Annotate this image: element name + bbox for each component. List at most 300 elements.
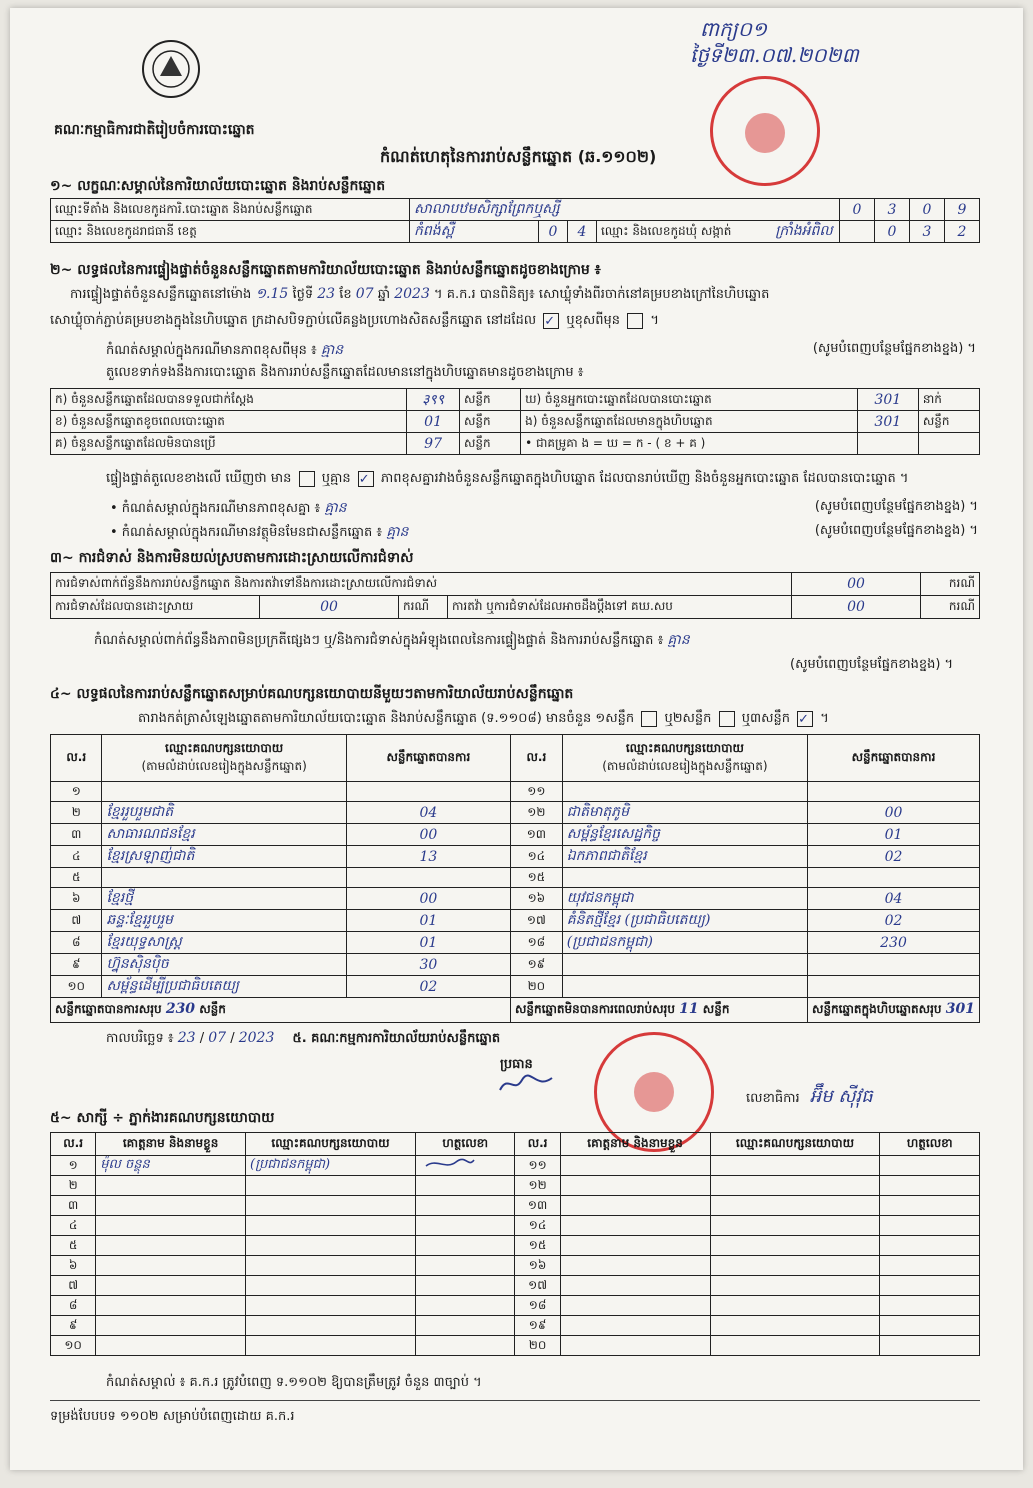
province-code-1: 0 bbox=[539, 221, 568, 243]
w-left-no-cell: ២ bbox=[51, 1176, 96, 1196]
table-row bbox=[51, 802, 980, 824]
line3-value: គ្មាន bbox=[320, 342, 344, 358]
w-left-sign-cell bbox=[415, 1276, 515, 1296]
w-right-party-cell bbox=[710, 1276, 880, 1296]
note2-label: • កំណត់សម្គាល់ក្នុងករណីមានវត្ថុមិនមែនជាសន្លឹកឆ្នោត ៖ bbox=[110, 525, 383, 540]
three-sheets-checkbox[interactable]: ✓ bbox=[797, 711, 813, 727]
table-row bbox=[51, 932, 980, 954]
left-votes-cell bbox=[346, 868, 510, 888]
w-left-sign-cell bbox=[415, 1336, 515, 1356]
table-row bbox=[51, 954, 980, 976]
w-left-no-cell: ៨ bbox=[51, 1296, 96, 1316]
w-right-no-cell: ១២ bbox=[515, 1176, 560, 1196]
right-no-cell: ១៧ bbox=[510, 910, 562, 932]
w-left-party-cell bbox=[246, 1236, 416, 1256]
right-name-cell bbox=[562, 976, 807, 998]
secretary-line bbox=[746, 1084, 873, 1111]
authority-name: គណៈកម្មាធិការជាតិរៀបចំការបោះឆ្នោត bbox=[54, 122, 255, 138]
figure-left-label: ក) ចំនួនសន្លឹកឆ្នោតដែលបានទទួលជាក់ស្តែង bbox=[51, 389, 407, 411]
w-left-sign-cell bbox=[415, 1296, 515, 1316]
w-right-party-cell bbox=[710, 1256, 880, 1276]
line1-a: ការផ្ទៀងផ្ទាត់ចំនួនសន្លឹកឆ្នោតនៅម៉ោង bbox=[70, 287, 252, 302]
verification-line bbox=[70, 284, 769, 305]
objection-label: ការជំទាស់ពាក់ព័ន្ធនឹងការរាប់សន្លឹកឆ្នោត និងការតវ៉ាទៅនឹងការដោះស្រាយលើការជំទាស់ bbox=[51, 573, 792, 596]
left-name-cell: សាធារណជនខ្មែរ bbox=[102, 824, 346, 846]
w-right-no-cell: ១៦ bbox=[515, 1256, 560, 1276]
figure-left-unit: សន្លឹក bbox=[460, 389, 521, 411]
right-name-cell: ឯកភាពជាតិខ្មែរ bbox=[562, 846, 807, 868]
irregularity-note bbox=[94, 630, 690, 651]
table-row bbox=[51, 846, 980, 868]
left-votes-cell bbox=[346, 782, 510, 802]
site-label: ឈ្មោះទីតាំង និងលេខកូដការិ.បោះឆ្នោត និងរាប់សន្លឹកឆ្នោត bbox=[51, 199, 410, 221]
comparison-line bbox=[106, 470, 908, 489]
w-right-sign-cell bbox=[880, 1256, 980, 1276]
objection-value: 00 bbox=[792, 573, 921, 596]
w-left-sign-cell bbox=[415, 1216, 515, 1236]
note2-line bbox=[110, 522, 978, 543]
appeal-label: ការតវ៉ា ឬការជំទាស់ដែលអាចដឹងប្តឹងទៅ គឃ.សប bbox=[448, 596, 792, 619]
table-row bbox=[51, 1296, 980, 1316]
commune-code-1: 0 bbox=[875, 221, 910, 243]
w-left-party-cell bbox=[246, 1176, 416, 1196]
figure-left-value: 01 bbox=[407, 411, 460, 433]
w-left-no-cell: ៧ bbox=[51, 1276, 96, 1296]
w-right-party-cell bbox=[710, 1176, 880, 1196]
total-valid-cell bbox=[51, 998, 511, 1023]
table-row bbox=[51, 1236, 980, 1256]
w-right-name-cell bbox=[560, 1176, 710, 1196]
w-right-party-cell bbox=[710, 1296, 880, 1316]
commune-code-blank bbox=[840, 221, 875, 243]
resolved-label: ការជំទាស់ដែលបានដោះស្រាយ bbox=[51, 596, 260, 619]
table-row bbox=[51, 1216, 980, 1236]
figure-right-unit: នាក់ bbox=[918, 389, 979, 411]
site-code-4: 9 bbox=[945, 199, 980, 221]
w-right-no-cell: ១១ bbox=[515, 1156, 560, 1176]
w-col-no-left: ល.រ bbox=[51, 1133, 96, 1156]
date-label: កាលបរិច្ឆេទ ៖ bbox=[106, 1031, 174, 1046]
two-sheets-checkbox[interactable] bbox=[719, 711, 735, 727]
one-sheet-checkbox[interactable] bbox=[641, 711, 657, 727]
resolved-value: 00 bbox=[260, 596, 399, 619]
stamp-bottom-center-icon bbox=[634, 1072, 674, 1112]
line2: សោឃ្លុំចាក់ភ្ជាប់គម្របខាងក្នុងនៃហិបឆ្នោត ក្រដាសបិទភ្ជាប់លើគន្លងប្រហោងសិតសន្លឹកឆ្នោត នៅដដែល bbox=[50, 313, 537, 328]
note1-label: • កំណត់សម្គាល់ក្នុងករណីមានភាពខុសគ្នា ៖ bbox=[110, 501, 321, 516]
right-name-cell bbox=[562, 868, 807, 888]
col-party-right-title: ឈ្មោះគណបក្សនយោបាយ bbox=[625, 741, 744, 755]
left-name-cell: ខ្មែររួបរួមជាតិ bbox=[102, 802, 346, 824]
w-left-name-cell bbox=[96, 1196, 246, 1216]
w-right-party-cell bbox=[710, 1336, 880, 1356]
tally-subtitle: តារាងកត់ត្រាសំឡេងឆ្នោតតាមការិយាល័យបោះឆ្នោត និងរាប់សន្លឹកឆ្នោត (ទ.១១០៨) មានចំនួន ១សន្លឹក bbox=[138, 711, 635, 726]
right-votes-cell bbox=[808, 782, 980, 802]
figure-right-unit bbox=[918, 433, 979, 455]
refer-note-1: (សូមបំពេញបន្ថែមផ្នែកខាងខ្នង) ។ bbox=[812, 341, 976, 356]
w-right-no-cell: ២០ bbox=[515, 1336, 560, 1356]
right-no-cell: ១១ bbox=[510, 782, 562, 802]
w-left-name-cell bbox=[96, 1216, 246, 1236]
commune-value: ក្រាំងអំពិល bbox=[775, 223, 833, 239]
date-year: 2023 bbox=[238, 1030, 275, 1046]
left-votes-cell: 30 bbox=[346, 954, 510, 976]
left-name-cell: សម្ព័ន្ធដើម្បីប្រជាធិបតេយ្យ bbox=[102, 976, 346, 998]
w-right-no-cell: ១៨ bbox=[515, 1296, 560, 1316]
right-votes-cell: 04 bbox=[808, 888, 980, 910]
total-box-label: សន្លឹកឆ្នោតក្នុងហិបឆ្នោតសរុប bbox=[812, 1002, 942, 1016]
w-left-no-cell: ៦ bbox=[51, 1256, 96, 1276]
w-col-sign-right: ហត្ថលេខា bbox=[880, 1133, 980, 1156]
table-row bbox=[51, 782, 980, 802]
verification-time: ១.15 bbox=[255, 286, 289, 302]
seal-line: សោឃ្លុំចាក់ភ្ជាប់គម្របខាងក្នុងនៃហិបឆ្នោត ក្រដាសបិទភ្ជាប់លើគន្លងប្រហោងសិតសន្លឹកឆ្នោត នៅដដែល ✓ ឬខុសពីមុន ។ bbox=[50, 313, 659, 329]
verification-day: 23 bbox=[317, 286, 336, 302]
w-left-no-cell: ៩ bbox=[51, 1316, 96, 1336]
comp-b: ឬគ្មាន bbox=[321, 471, 351, 486]
line3-label: កំណត់សម្គាល់ក្នុងករណីមានភាពខុសពីមុន ៖ bbox=[106, 343, 317, 358]
total-box-cell bbox=[808, 998, 980, 1023]
figure-left-value: 97 bbox=[407, 433, 460, 455]
w-right-sign-cell bbox=[880, 1216, 980, 1236]
right-name-cell bbox=[562, 782, 807, 802]
refer-note-4: (សូមបំពេញបន្ថែមផ្នែកខាងខ្នង) ។ bbox=[790, 657, 954, 672]
w-left-no-cell: ៥ bbox=[51, 1236, 96, 1256]
irregularity-value: គ្មាន bbox=[667, 632, 690, 648]
total-invalid-label: សន្លឹកឆ្នោតមិនបានការពេលរាប់សរុប bbox=[514, 1002, 675, 1016]
opt2-label: ឬ២សន្លឹក bbox=[664, 711, 712, 726]
w-right-party-cell bbox=[710, 1316, 880, 1336]
col-party-left-sub: (តាមលំដាប់លេខរៀងក្នុងសន្លឹកឆ្នោត) bbox=[141, 759, 307, 773]
chair-signature-icon bbox=[496, 1072, 556, 1096]
w-left-party-cell bbox=[246, 1196, 416, 1216]
unchanged-checkbox[interactable]: ✓ bbox=[543, 313, 559, 329]
w-left-name-cell bbox=[96, 1316, 246, 1336]
col-votes-left: សន្លឹកឆ្នោតបានការ bbox=[346, 735, 510, 782]
w-left-party-cell bbox=[246, 1316, 416, 1336]
receipt-date: ថ្ងៃទី២៣.០៧.២០២៣ bbox=[690, 43, 859, 67]
table-row bbox=[51, 976, 980, 998]
w-right-name-cell bbox=[560, 1276, 710, 1296]
left-name-cell bbox=[102, 782, 346, 802]
right-no-cell: ១៦ bbox=[510, 888, 562, 910]
col-party-left bbox=[102, 735, 346, 782]
figures-intro: តួលេខទាក់ទងនឹងការបោះឆ្នោត និងការរាប់សន្លឹកឆ្នោតដែលមាននៅក្នុងហិបឆ្នោតមានដូចខាងក្រោម ៖ bbox=[106, 365, 584, 380]
left-votes-cell: 01 bbox=[346, 910, 510, 932]
col-no-left: ល.រ bbox=[51, 735, 102, 782]
right-name-cell: ជាតិមាតុភូមិ bbox=[562, 802, 807, 824]
w-right-sign-cell bbox=[880, 1176, 980, 1196]
footer-form-id: ទម្រង់បែបបទ ១១០២ សម្រាប់បំពេញដោយ គ.ក.រ bbox=[50, 1409, 295, 1424]
left-name-cell: ខ្មែរស្រឡាញ់ជាតិ bbox=[102, 846, 346, 868]
left-name-cell: ហ្វ៊ុនស៊ិនប៉ិច bbox=[102, 954, 346, 976]
col-party-right bbox=[562, 735, 807, 782]
table-row bbox=[51, 1256, 980, 1276]
left-votes-cell: 04 bbox=[346, 802, 510, 824]
w-right-party-cell bbox=[710, 1216, 880, 1236]
section1-table bbox=[50, 198, 980, 243]
table-row bbox=[51, 1196, 980, 1216]
right-votes-cell bbox=[808, 976, 980, 998]
figure-row bbox=[51, 411, 980, 433]
w-left-party-cell bbox=[246, 1216, 416, 1236]
resolved-unit: ករណី bbox=[399, 596, 448, 619]
w-left-party-cell bbox=[246, 1276, 416, 1296]
secretary-label: លេខាធិការ bbox=[746, 1091, 800, 1106]
right-name-cell: គំនិតថ្មីខ្មែរ (ប្រជាធិបតេយ្យ) bbox=[562, 910, 807, 932]
w-right-no-cell: ១៣ bbox=[515, 1196, 560, 1216]
w-left-sign-cell bbox=[415, 1316, 515, 1336]
total-box-value: 301 bbox=[945, 1001, 975, 1017]
w-col-party-right: ឈ្មោះគណបក្សនយោបាយ bbox=[710, 1133, 880, 1156]
left-no-cell: ៨ bbox=[51, 932, 102, 954]
w-left-name-cell bbox=[96, 1276, 246, 1296]
figure-left-label: គ) ចំនួនសន្លឹកឆ្នោតដែលមិនបានប្រើ bbox=[51, 433, 407, 455]
commune-code-2: 3 bbox=[910, 221, 945, 243]
w-col-name-right: គោត្តនាម និងនាមខ្លួន bbox=[560, 1133, 710, 1156]
w-left-party-cell bbox=[246, 1296, 416, 1316]
w-left-party-cell bbox=[246, 1256, 416, 1276]
w-col-name-left: គោត្តនាម និងនាមខ្លួន bbox=[96, 1133, 246, 1156]
w-right-sign-cell bbox=[880, 1156, 980, 1176]
opt3-label: ឬ៣សន្លឹក bbox=[741, 711, 790, 726]
left-name-cell: ឆន្ទៈខ្មែររួបរួម bbox=[102, 910, 346, 932]
right-votes-cell: 02 bbox=[808, 846, 980, 868]
note2-value: គ្មាន bbox=[386, 524, 409, 540]
verification-month: 07 bbox=[355, 286, 374, 302]
w-right-party-cell bbox=[710, 1156, 880, 1176]
w-left-no-cell: ៤ bbox=[51, 1216, 96, 1236]
w-right-sign-cell bbox=[880, 1296, 980, 1316]
right-no-cell: ១៣ bbox=[510, 824, 562, 846]
w-right-party-cell bbox=[710, 1196, 880, 1216]
left-votes-cell: 13 bbox=[346, 846, 510, 868]
left-no-cell: ៣ bbox=[51, 824, 102, 846]
w-right-sign-cell bbox=[880, 1196, 980, 1216]
w-left-no-cell: ១០ bbox=[51, 1336, 96, 1356]
form-title: កំណត់ហេតុនៃការរាប់សន្លឹកឆ្នោត (ឆ.១១០២) bbox=[380, 147, 657, 166]
w-right-name-cell bbox=[560, 1336, 710, 1356]
site-code-1: 0 bbox=[840, 199, 875, 221]
figure-left-value: ३९९ bbox=[407, 389, 460, 411]
right-name-cell: (ប្រជាជនកម្ពុជា) bbox=[562, 932, 807, 954]
total-invalid-unit: សន្លឹក bbox=[702, 1002, 730, 1016]
right-no-cell: ២០ bbox=[510, 976, 562, 998]
objection-unit: ករណី bbox=[921, 573, 980, 596]
site-value: សាលាបឋមសិក្សាព្រែកឬស្សី bbox=[410, 199, 840, 221]
w-left-no-cell: ៣ bbox=[51, 1196, 96, 1216]
right-no-cell: ១៨ bbox=[510, 932, 562, 954]
w-right-name-cell bbox=[560, 1296, 710, 1316]
appeal-value: 00 bbox=[792, 596, 921, 619]
w-right-no-cell: ១៩ bbox=[515, 1316, 560, 1336]
note1-value: គ្មាន bbox=[324, 500, 347, 516]
total-invalid-value: 11 bbox=[679, 1001, 699, 1017]
figure-right-label: • ជាគម្រូគា ង = ឃ = ក - ( ខ + គ ) bbox=[521, 433, 858, 455]
figures-table bbox=[50, 388, 980, 455]
irregularity-label: កំណត់សម្គាល់ពាក់ព័ន្ធនឹងភាពមិនប្រក្រតីផ្សេងៗ ឬ/និងការជំទាស់ក្នុងអំឡុងពេលនៃការផ្ទៀងផ្ទាត់ និងការរាប់សន្លឹកឆ្នោត ៖ bbox=[94, 633, 664, 648]
table-row bbox=[51, 1276, 980, 1296]
witness-table bbox=[50, 1132, 980, 1356]
left-name-cell: ខ្មែរថ្មី bbox=[102, 888, 346, 910]
right-votes-cell: 00 bbox=[808, 802, 980, 824]
left-votes-cell: 01 bbox=[346, 932, 510, 954]
w-right-name-cell bbox=[560, 1156, 710, 1176]
left-votes-cell: 02 bbox=[346, 976, 510, 998]
table-row bbox=[51, 1176, 980, 1196]
left-no-cell: ២ bbox=[51, 802, 102, 824]
figure-right-value: 301 bbox=[857, 389, 918, 411]
table-row bbox=[51, 910, 980, 932]
right-no-cell: ១៩ bbox=[510, 954, 562, 976]
w-left-name-cell bbox=[96, 1256, 246, 1276]
w-left-sign-cell bbox=[415, 1196, 515, 1216]
right-name-cell: យុវជនកម្ពុជា bbox=[562, 888, 807, 910]
right-no-cell: ១២ bbox=[510, 802, 562, 824]
left-name-cell: ខ្មែរយុទ្ធសាស្ត្រ bbox=[102, 932, 346, 954]
table-row bbox=[51, 1336, 980, 1356]
w-left-sign-cell bbox=[415, 1256, 515, 1276]
w-left-name-cell bbox=[96, 1176, 246, 1196]
w-right-name-cell bbox=[560, 1196, 710, 1216]
figure-right-label: ឃ) ចំនួនអ្នកបោះឆ្នោតដែលបានបោះឆ្នោត bbox=[521, 389, 858, 411]
table-row bbox=[51, 1316, 980, 1336]
w-right-no-cell: ១៤ bbox=[515, 1216, 560, 1236]
right-name-cell bbox=[562, 954, 807, 976]
right-votes-cell bbox=[808, 868, 980, 888]
w-right-name-cell bbox=[560, 1236, 710, 1256]
w-right-sign-cell bbox=[880, 1276, 980, 1296]
province-value: កំពង់ស្ពឺ bbox=[410, 221, 539, 243]
table-row bbox=[51, 824, 980, 846]
w-left-name-cell: ម៉ុល ចន្ថុន bbox=[96, 1156, 246, 1176]
w-col-sign-left: ហត្ថលេខា bbox=[415, 1133, 515, 1156]
comp-a: ផ្ទៀងផ្ទាត់តួលេខខាងលើ ឃើញថា មាន bbox=[106, 471, 292, 486]
line1-c: ខែ bbox=[339, 287, 352, 302]
changed-checkbox[interactable] bbox=[627, 313, 643, 329]
site-code-3: 0 bbox=[910, 199, 945, 221]
w-right-name-cell bbox=[560, 1216, 710, 1236]
w-right-no-cell: ១៥ bbox=[515, 1236, 560, 1256]
discrepancy-note-line bbox=[106, 340, 976, 361]
left-no-cell: ៤ bbox=[51, 846, 102, 868]
no-difference-checkbox[interactable]: ✓ bbox=[358, 471, 374, 487]
has-difference-checkbox[interactable] bbox=[299, 471, 315, 487]
total-valid-value: 230 bbox=[165, 1001, 196, 1017]
committee-title: ៥. គណៈកម្មការការិយាល័យរាប់សន្លឹកឆ្នោត bbox=[292, 1031, 501, 1046]
w-left-no-cell: ១ bbox=[51, 1156, 96, 1176]
w-left-sign-cell bbox=[415, 1156, 515, 1176]
table-row bbox=[51, 888, 980, 910]
province-label: ឈ្មោះ និងលេខកូដរាជធានី ខេត្ត bbox=[51, 221, 410, 243]
commune-label bbox=[597, 221, 840, 243]
total-invalid-cell bbox=[510, 998, 807, 1023]
right-no-cell: ១៥ bbox=[510, 868, 562, 888]
w-left-party-cell bbox=[246, 1336, 416, 1356]
line2-b: ឬខុសពីមុន bbox=[566, 313, 621, 328]
commune-label-text: ឈ្មោះ និងលេខកូដឃុំ សង្កាត់ bbox=[601, 224, 732, 238]
verification-year: 2023 bbox=[394, 286, 430, 302]
line1-b: ថ្ងៃទី bbox=[292, 287, 314, 302]
w-right-name-cell bbox=[560, 1256, 710, 1276]
w-right-name-cell bbox=[560, 1316, 710, 1336]
w-right-sign-cell bbox=[880, 1236, 980, 1256]
figure-right-value: 301 bbox=[857, 411, 918, 433]
commune-code-3: 2 bbox=[945, 221, 980, 243]
figure-right-unit: សន្លឹក bbox=[918, 411, 979, 433]
date-line: កាលបរិច្ឆេទ ៖ 23 / 07 / 2023 ៥. គណៈកម្មការការិយាល័យរាប់សន្លឹកឆ្នោត bbox=[106, 1030, 501, 1046]
stamp-center-icon bbox=[745, 113, 785, 153]
w-col-no-right: ល.រ bbox=[515, 1133, 560, 1156]
left-no-cell: ៥ bbox=[51, 868, 102, 888]
refer-note-2: (សូមបំពេញបន្ថែមផ្នែកខាងខ្នង) ។ bbox=[814, 499, 978, 514]
figure-left-unit: សន្លឹក bbox=[460, 411, 521, 433]
col-no-right: ល.រ bbox=[510, 735, 562, 782]
province-code-2: 4 bbox=[568, 221, 597, 243]
comp-c: ភាពខុសគ្នារវាងចំនួនសន្លឹកឆ្នោតក្នុងហិបឆ្នោត ដែលបានរាប់ឃើញ និងចំនួនអ្នកបោះឆ្នោត ដែលបានបោះឆ្នោត ។ bbox=[380, 471, 909, 486]
w-left-party-cell: (ប្រជាជនកម្ពុជា) bbox=[246, 1156, 416, 1176]
table-row bbox=[51, 868, 980, 888]
w-left-name-cell bbox=[96, 1296, 246, 1316]
witness-signature-icon bbox=[420, 1156, 480, 1172]
refer-note-3: (សូមបំពេញបន្ថែមផ្នែកខាងខ្នង) ។ bbox=[814, 523, 978, 538]
date-day: 23 bbox=[177, 1030, 196, 1046]
section2-title: ២~ លទ្ធផលនៃការផ្ទៀងផ្ទាត់ចំនួនសន្លឹកឆ្នោតតាមការិយាល័យបោះឆ្នោត និងរាប់សន្លឹកឆ្នោតដូចខាងក្រោម ៖ bbox=[50, 262, 601, 278]
figure-left-label: ខ) ចំនួនសន្លឹកឆ្នោតខូចពេលបោះឆ្នោត bbox=[51, 411, 407, 433]
right-name-cell: សម្ព័ន្ធខ្មែរសេដ្ឋកិច្ច bbox=[562, 824, 807, 846]
left-votes-cell: 00 bbox=[346, 824, 510, 846]
left-name-cell bbox=[102, 868, 346, 888]
w-right-sign-cell bbox=[880, 1336, 980, 1356]
footer-divider bbox=[50, 1400, 980, 1401]
col-votes-right: សន្លឹកឆ្នោតបានការ bbox=[808, 735, 980, 782]
figure-right-label: ង) ចំនួនសន្លឹកឆ្នោតដែលមានក្នុងហិបឆ្នោត bbox=[521, 411, 858, 433]
nec-emblem-icon bbox=[140, 38, 202, 100]
right-no-cell: ១៤ bbox=[510, 846, 562, 868]
w-right-party-cell bbox=[710, 1236, 880, 1256]
appeal-unit: ករណី bbox=[921, 596, 980, 619]
line1-d: ឆ្នាំ bbox=[377, 287, 391, 302]
section1-title: ១~ លក្ខណៈសម្គាល់នៃការិយាល័យបោះឆ្នោត និងរាប់សន្លឹកឆ្នោត bbox=[50, 178, 386, 194]
figure-row bbox=[51, 433, 980, 455]
col-party-right-sub: (តាមលំដាប់លេខរៀងក្នុងសន្លឹកឆ្នោត) bbox=[602, 759, 768, 773]
figure-right-value bbox=[857, 433, 918, 455]
left-no-cell: ១០ bbox=[51, 976, 102, 998]
results-table bbox=[50, 734, 980, 1023]
w-left-sign-cell bbox=[415, 1176, 515, 1196]
figure-row bbox=[51, 389, 980, 411]
left-no-cell: ៧ bbox=[51, 910, 102, 932]
w-right-sign-cell bbox=[880, 1316, 980, 1336]
table-row bbox=[51, 1156, 980, 1176]
w-left-name-cell bbox=[96, 1336, 246, 1356]
w-left-name-cell bbox=[96, 1236, 246, 1256]
right-votes-cell: 230 bbox=[808, 932, 980, 954]
note1-line bbox=[110, 498, 978, 519]
left-no-cell: ១ bbox=[51, 782, 102, 802]
w-col-party-left: ឈ្មោះគណបក្សនយោបាយ bbox=[246, 1133, 416, 1156]
left-no-cell: ៩ bbox=[51, 954, 102, 976]
secretary-name: អ៊ឹម ស៊ីវុធ bbox=[809, 1086, 873, 1107]
objections-table bbox=[50, 572, 980, 619]
figure-left-unit: សន្លឹក bbox=[460, 433, 521, 455]
section3-title: ៣~ ការជំទាស់ និងការមិនយល់ស្របតាមការដោះស្រាយលើការជំទាស់ bbox=[50, 550, 414, 566]
col-party-left-title: ឈ្មោះគណបក្សនយោបាយ bbox=[165, 741, 284, 755]
line1-e: ។ គ.ក.រ បានពិនិត្យ៖ សោឃ្លុំទាំងពីរចាក់នៅគម្របខាងក្រៅនៃហិបឆ្នោត bbox=[434, 287, 770, 302]
left-no-cell: ៦ bbox=[51, 888, 102, 910]
form-page bbox=[10, 8, 1023, 1470]
right-votes-cell: 02 bbox=[808, 910, 980, 932]
date-month: 07 bbox=[208, 1030, 227, 1046]
